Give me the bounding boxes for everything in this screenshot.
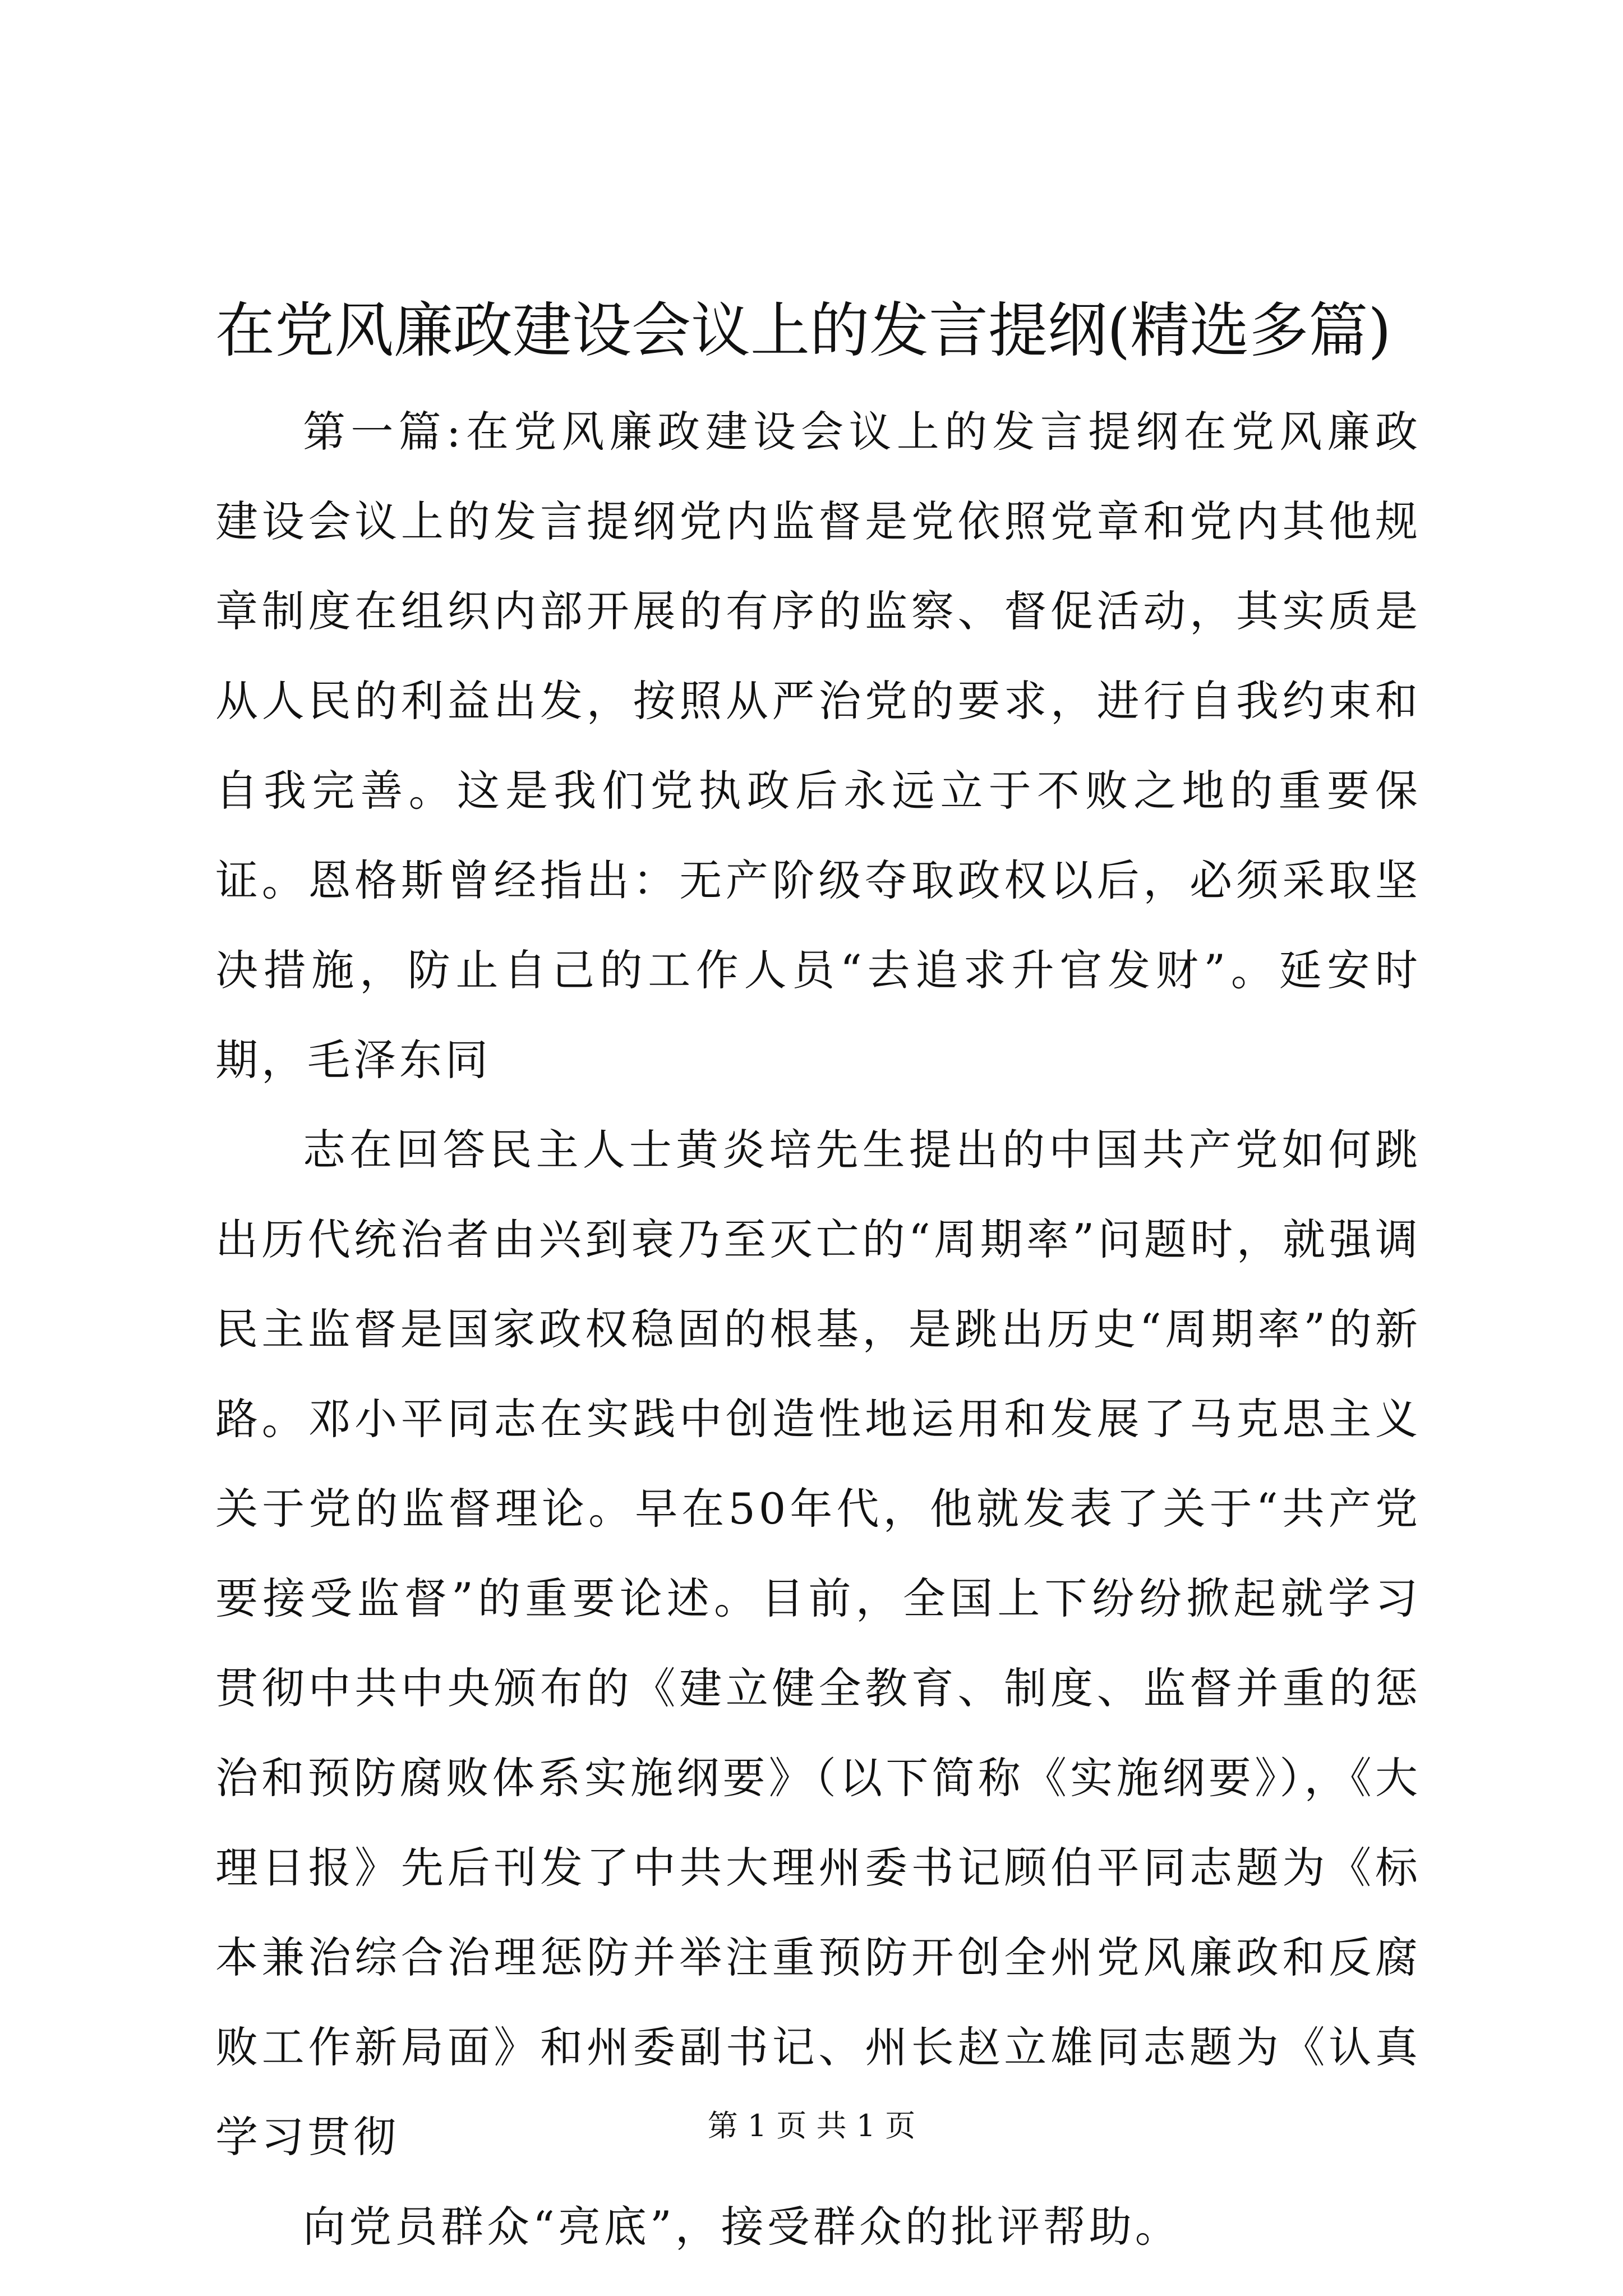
paragraph-3: 向党员群众“亮底”，接受群众的批评帮助。 [303, 2202, 1181, 2252]
paragraph-1: 第一篇:在党风廉政建设会议上的发言提纲在党风廉政建设会议上的发言提纲党内监督是党依照党章和党内其他规章制度在组织内部开展的有序的监察、督促活动，其实质是从人民的利益出发，按照从严治党的要求，进行自我约束和自我完善。这是我们党执政后永远立于不败之地的重要保证。恩格斯曾经指出：无产阶级夺取政权以后，必须采取坚决措施，防止自己的工作人员“去追求升官发财”。延安时期，毛泽东同 [215, 407, 1421, 1085]
page-number: 第 1 页 共 1 页 [707, 2108, 916, 2143]
page-footer [0, 2104, 1623, 2148]
document-title: 在党风廉政建设会议上的发言提纲(精选多篇) [215, 296, 1391, 365]
document-body [215, 387, 1421, 2272]
paragraph-2: 志在回答民主人士黄炎培先生提出的中国共产党如何跳出历代统治者由兴到衰乃至灭亡的“周期率”问题时，就强调民主监督是国家政权稳固的根基，是跳出历史“周期率”的新路。邓小平同志在实践中创造性地运用和发展了马克思主义关于党的监督理论。早在50年代，他就发表了关于“共产党要接受监督”的重要论述。目前，全国上下纷纷掀起就学习贯彻中共中央颁布的《建立健全教育、制度、监督并重的惩治和预防腐败体系实施纲要》（以下简称《实施纲要》），《大理日报》先后刊发了中共大理州委书记顾伯平同志题为《标本兼治综合治理惩防并举注重预防开创全州党风廉政和反腐败工作新局面》和州委副书记、州长赵立雄同志题为《认真学习贯彻 [215, 1125, 1421, 2162]
